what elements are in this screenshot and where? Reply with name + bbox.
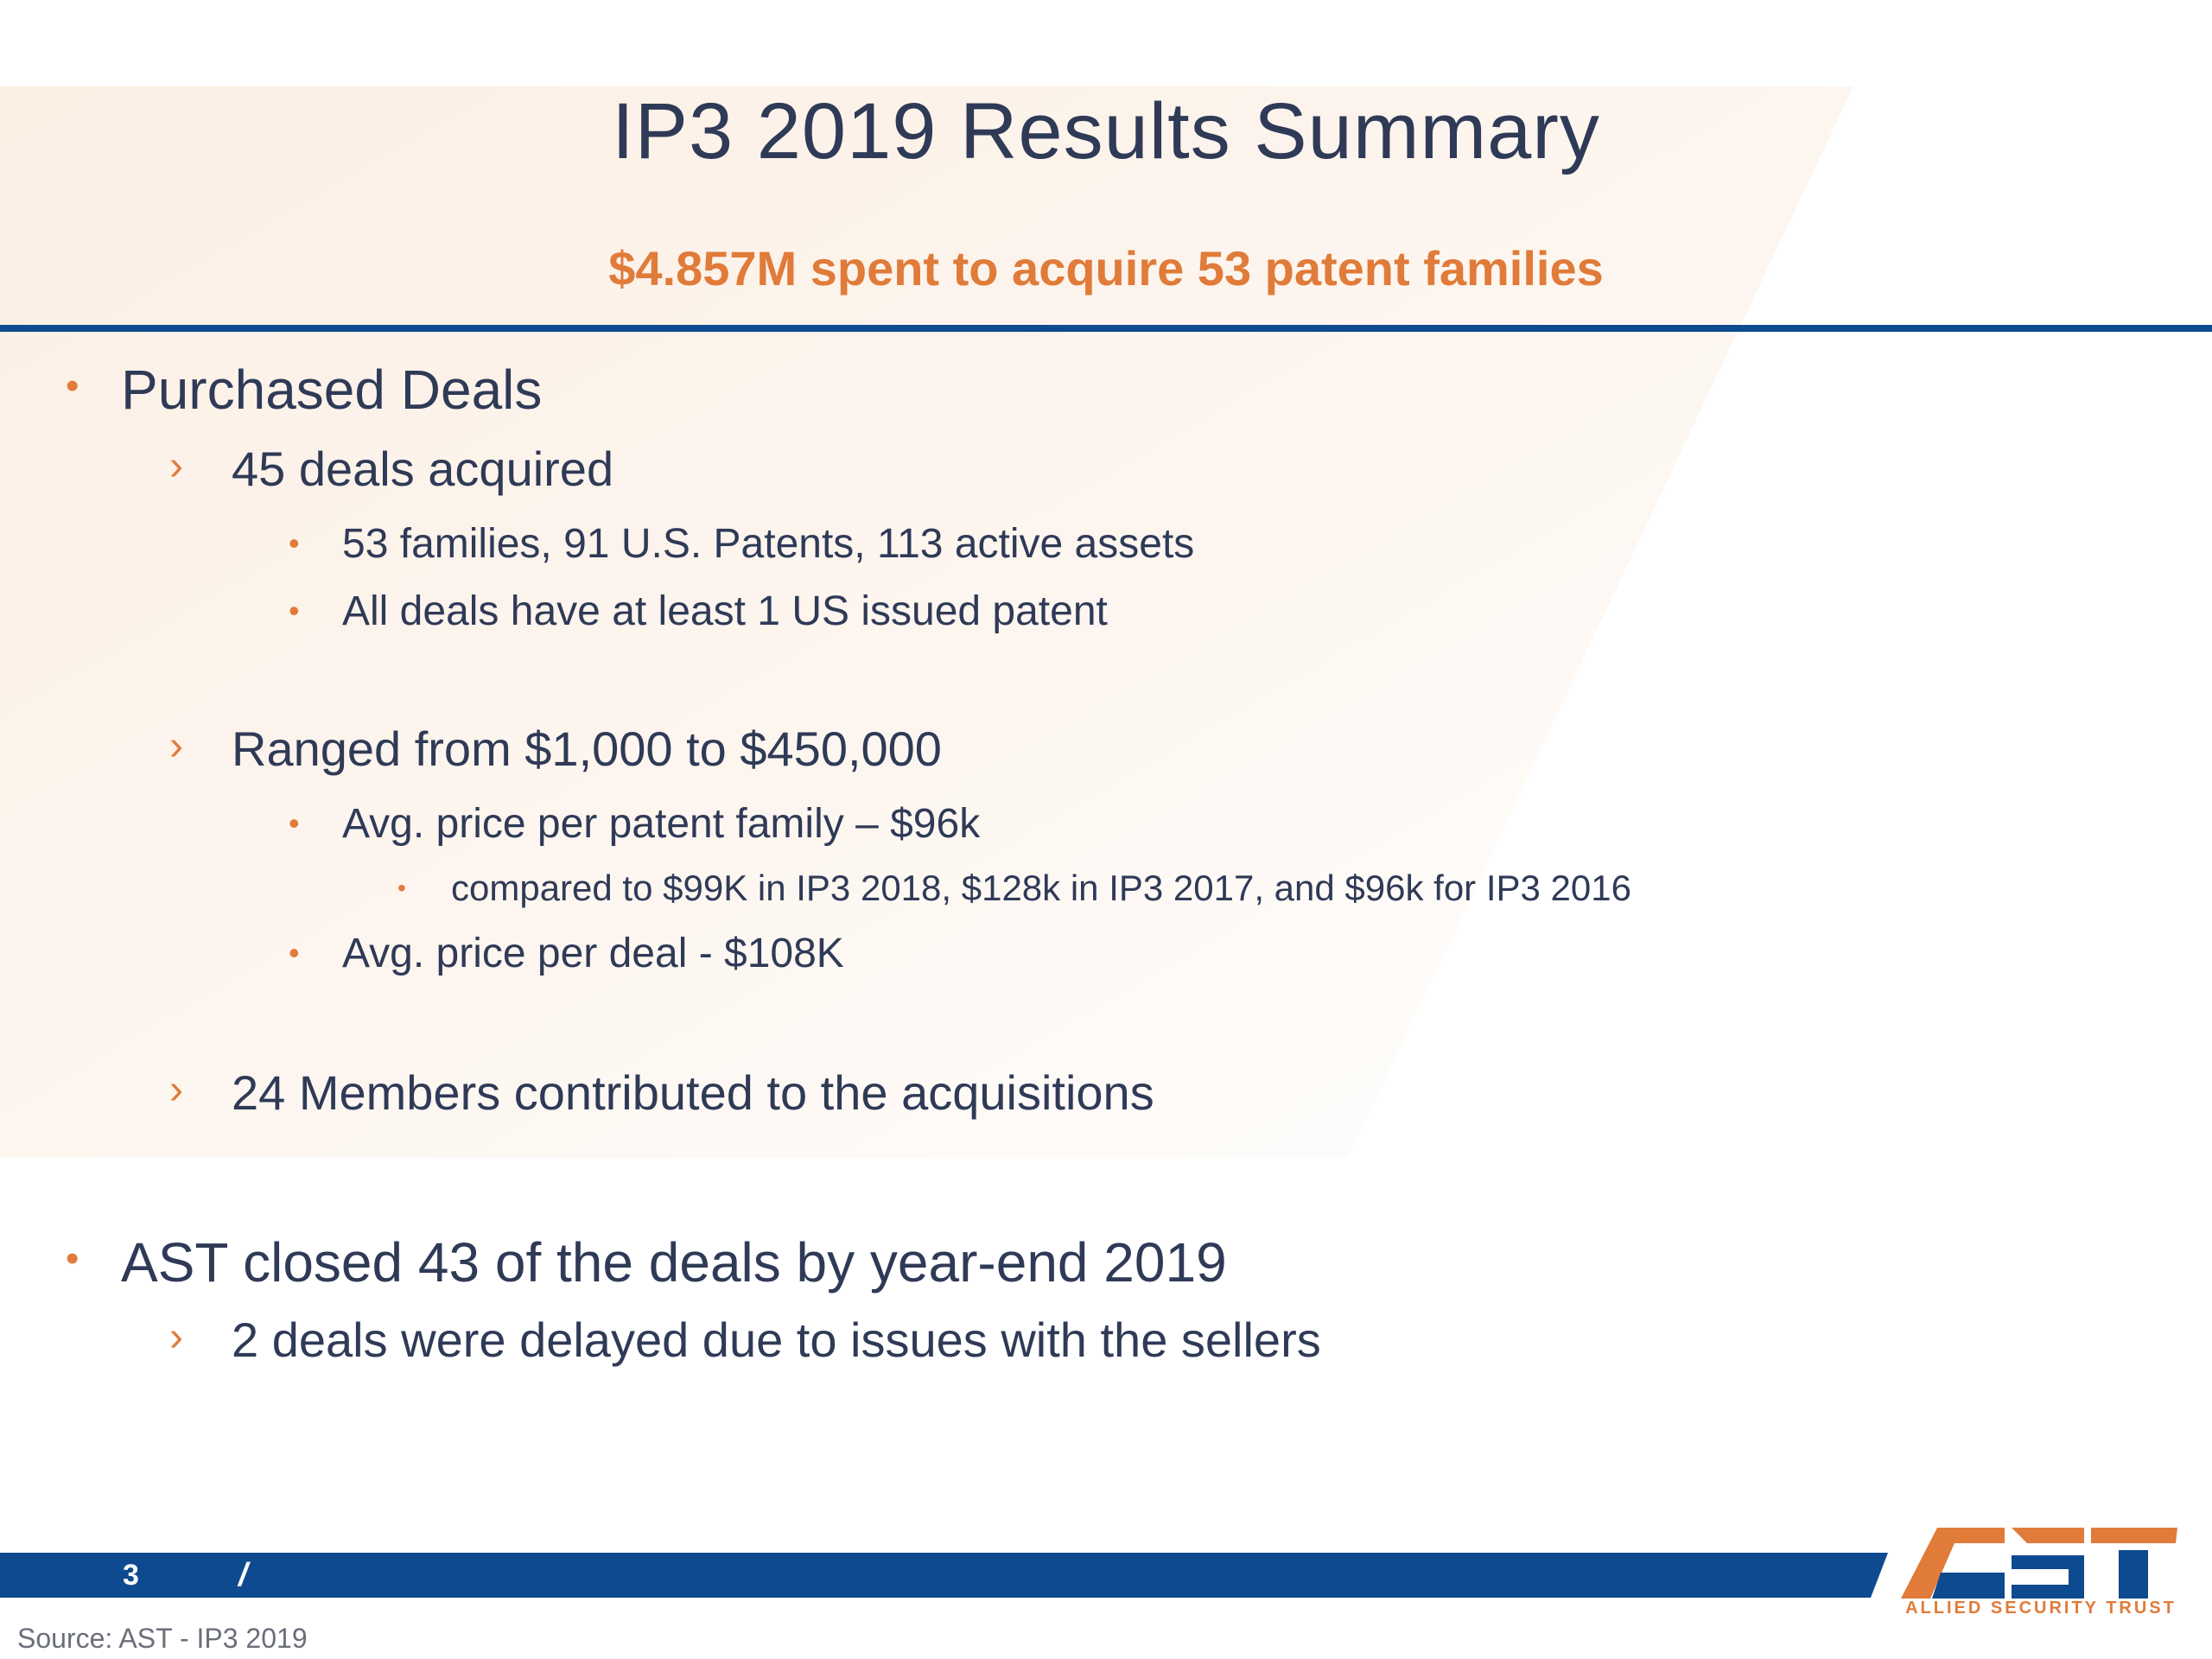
slide-title: IP3 2019 Results Summary bbox=[612, 87, 1600, 175]
bullet-dot-icon: • bbox=[66, 1237, 79, 1280]
page-number: 3 bbox=[123, 1559, 139, 1592]
bullet-dot-icon: • bbox=[397, 874, 406, 901]
bullet-compared: • compared to $99K in IP3 2018, $128k in IP3 2017, and $96k for IP3 2016 bbox=[397, 868, 1631, 908]
footer-separator: / bbox=[238, 1557, 248, 1593]
bullet-deals-acquired: › 45 deals acquired bbox=[169, 442, 614, 496]
bullet-delayed: › 2 deals were delayed due to issues with the sellers bbox=[169, 1313, 1321, 1367]
chevron-right-icon: › bbox=[169, 723, 183, 769]
bullet-members: › 24 Members contributed to the acquisitions bbox=[169, 1065, 1154, 1120]
slide-subtitle: $4.857M spent to acquire 53 patent families bbox=[608, 241, 1604, 296]
chevron-right-icon: › bbox=[169, 443, 183, 489]
header-divider bbox=[0, 325, 2212, 332]
bullet-avg-family: • Avg. price per patent family – $96k bbox=[289, 801, 981, 847]
bullet-dot-icon: • bbox=[66, 365, 79, 407]
source-note: Source: AST - IP3 2019 bbox=[17, 1623, 308, 1654]
bullet-dot-icon: • bbox=[289, 593, 300, 628]
bullet-families-line: • 53 families, 91 U.S. Patents, 113 active assets bbox=[289, 521, 1195, 567]
bullet-dot-icon: • bbox=[289, 525, 300, 561]
footer-bar bbox=[0, 1553, 1888, 1598]
bullet-issued-patent: • All deals have at least 1 US issued patent bbox=[289, 588, 1108, 634]
bullet-range: › Ranged from $1,000 to $450,000 bbox=[169, 721, 942, 776]
bullet-avg-deal: • Avg. price per deal - $108K bbox=[289, 931, 844, 976]
bullet-dot-icon: • bbox=[289, 935, 300, 970]
bullet-dot-icon: • bbox=[289, 805, 300, 841]
bullet-closed: • AST closed 43 of the deals by year-end 2019 bbox=[66, 1231, 1227, 1294]
chevron-right-icon: › bbox=[169, 1314, 183, 1360]
logo-caption: ALLIED SECURITY TRUST bbox=[1905, 1599, 2177, 1618]
chevron-right-icon: › bbox=[169, 1067, 183, 1113]
bullet-purchased-deals: • Purchased Deals bbox=[66, 359, 543, 421]
